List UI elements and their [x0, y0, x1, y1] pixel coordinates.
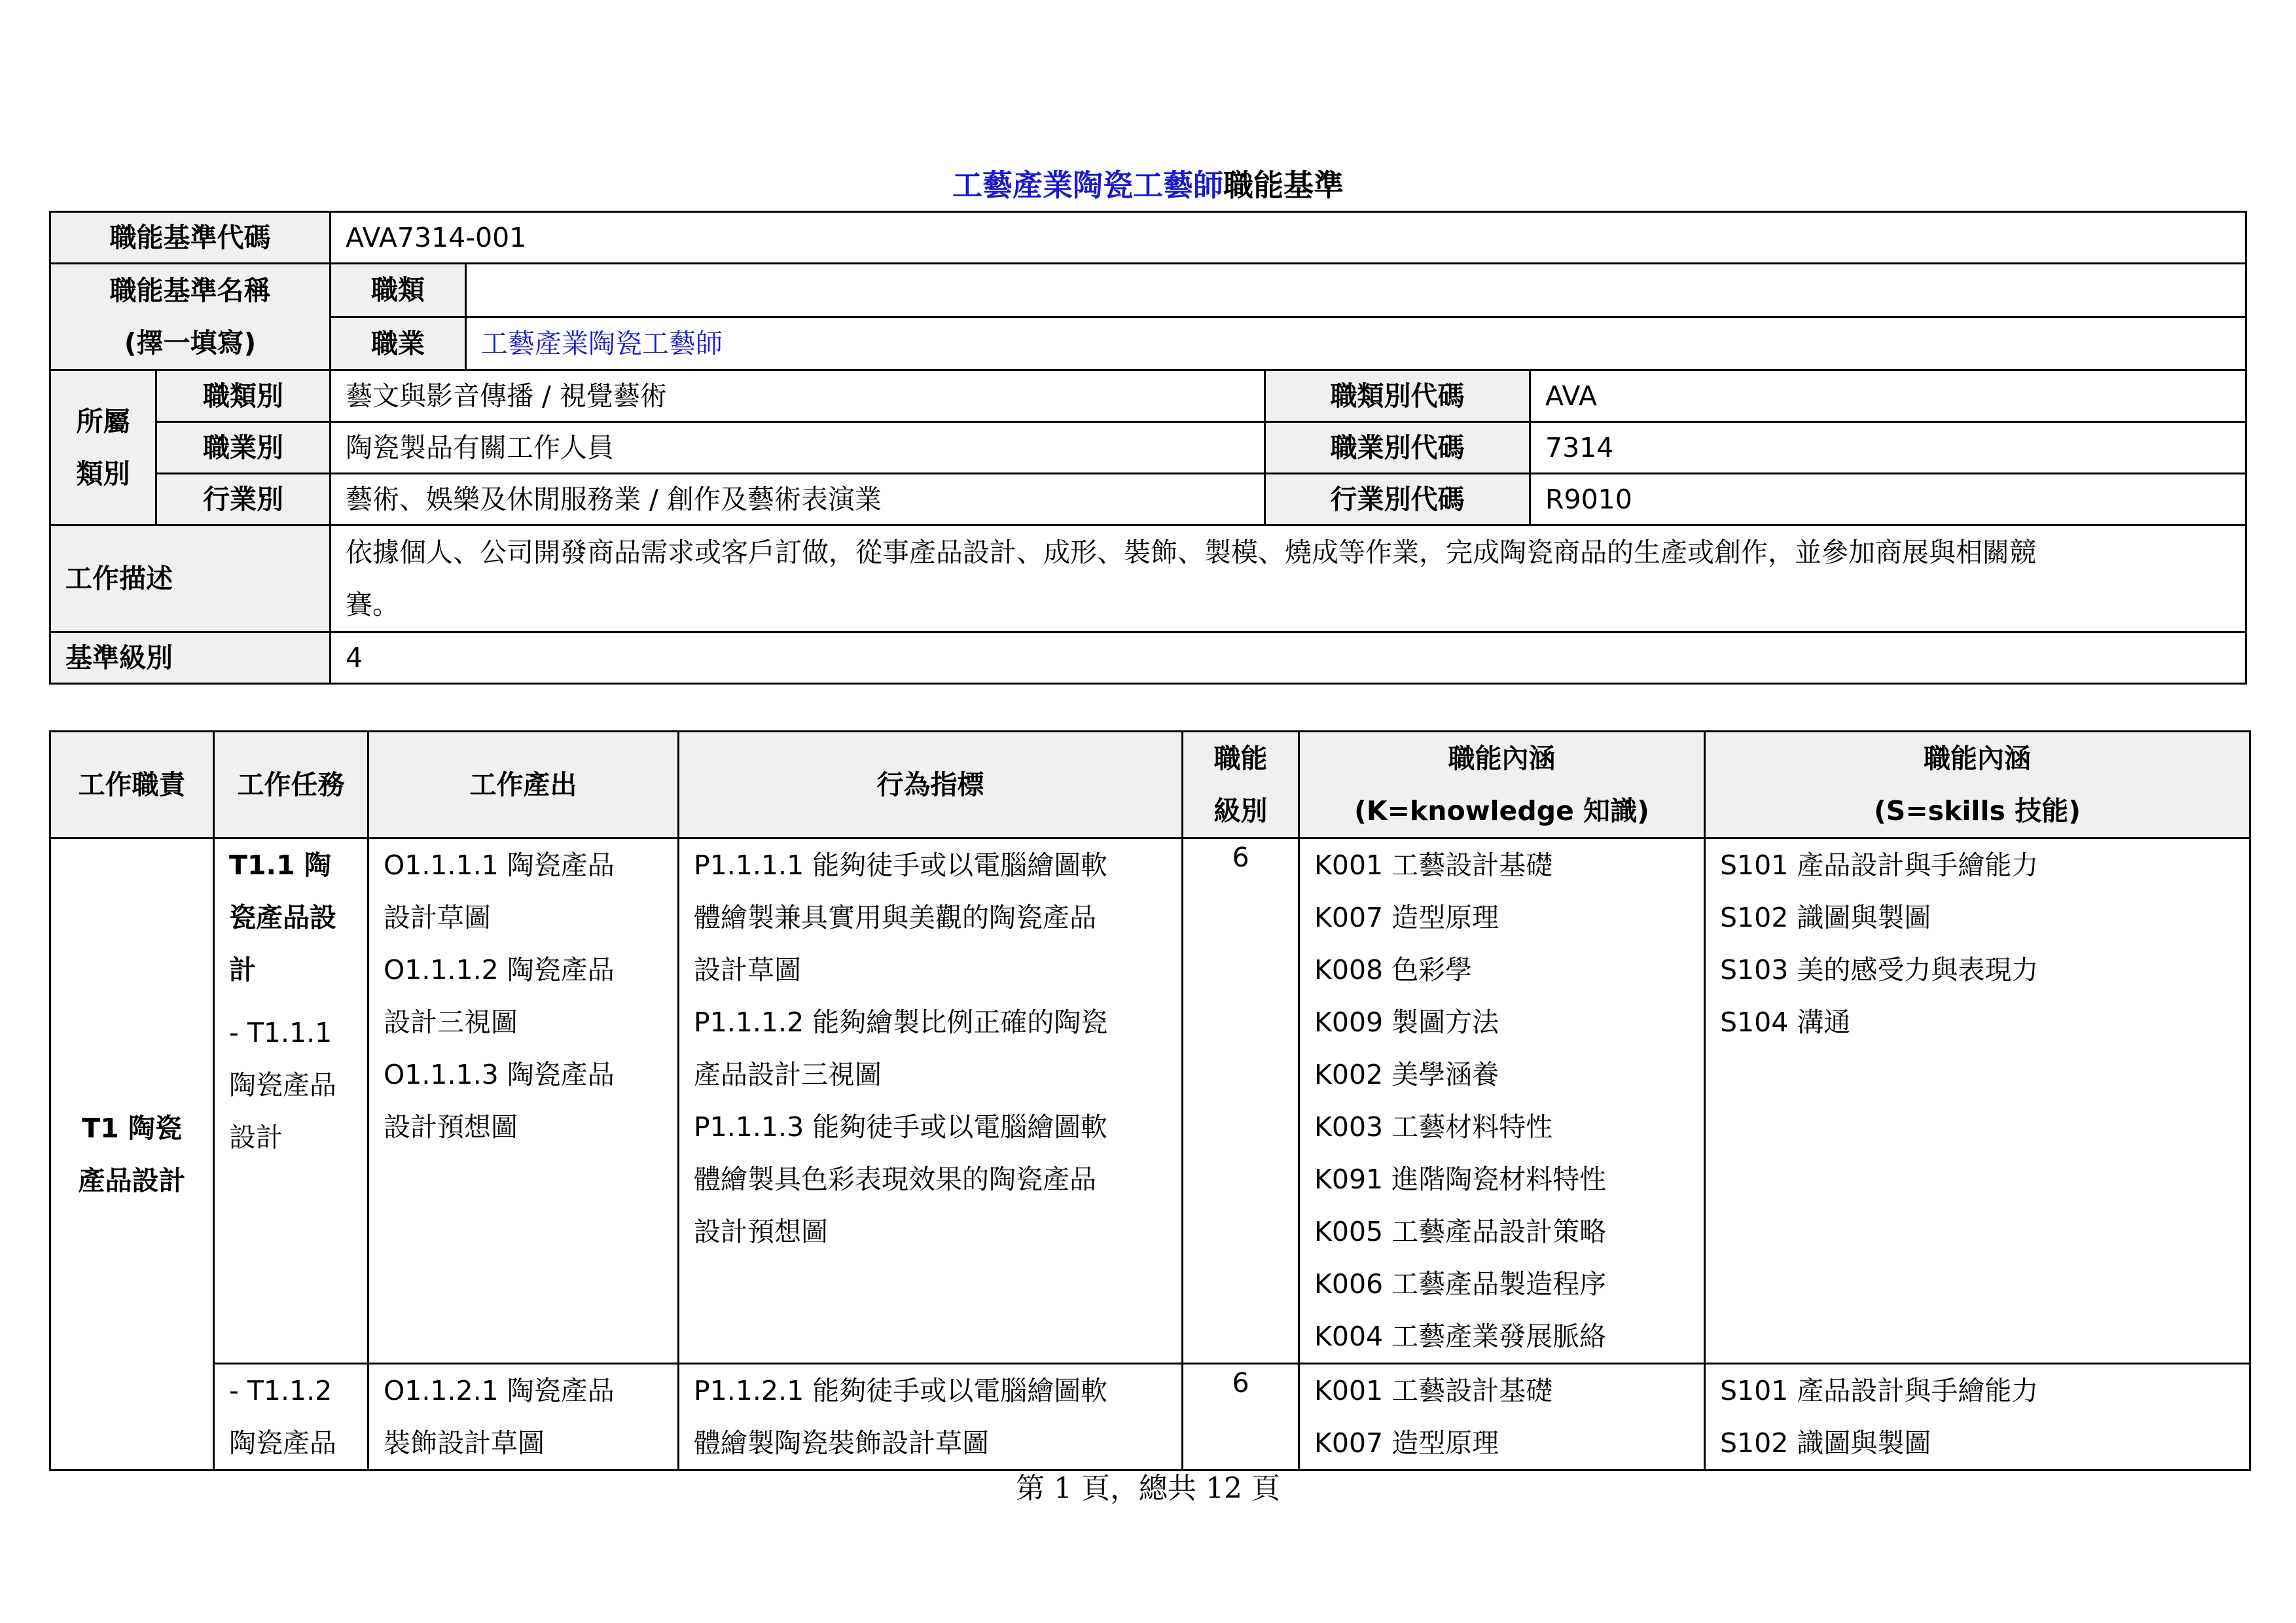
- knowledge-line: K006 工藝產品製造程序: [1314, 1268, 1607, 1300]
- work-desc-label: 工作描述: [50, 526, 331, 632]
- indicator-line: 設計草圖: [694, 954, 801, 986]
- industry-value: 藝術、娛樂及休閒服務業 / 創作及藝術表演業: [331, 474, 1265, 526]
- task-line: - T1.1.2: [229, 1375, 332, 1406]
- knowledge-line: K008 色彩學: [1314, 954, 1473, 986]
- belongs-label-line1: 所屬: [76, 406, 130, 437]
- occupation-type-label: 職業別: [156, 422, 331, 474]
- industry-code-value: R9010: [1530, 474, 2246, 526]
- output-cell: [368, 1364, 679, 1471]
- knowledge-cell: [1299, 838, 1705, 1364]
- title-occupation: 工藝產業陶瓷工藝師: [952, 168, 1223, 203]
- knowledge-line: K002 美學涵養: [1314, 1059, 1499, 1090]
- header-skills-line1: 職能內涵: [1924, 743, 2031, 774]
- occupation-label: 職業: [331, 317, 466, 370]
- title-suffix: 職能基準: [1223, 168, 1344, 203]
- header-knowledge-line1: 職能內涵: [1448, 743, 1556, 774]
- header-output: 工作產出: [368, 732, 679, 838]
- knowledge-line: K004 工藝產業發展脈絡: [1314, 1321, 1607, 1352]
- page-title: [0, 162, 2296, 208]
- skills-line: S102 識圖與製圖: [1720, 902, 1931, 933]
- industry-label: 行業別: [156, 474, 331, 526]
- output-line: O1.1.1.1 陶瓷產品: [384, 849, 615, 881]
- occupation-type-value: 陶瓷製品有關工作人員: [331, 422, 1265, 474]
- knowledge-line: K007 造型原理: [1314, 1427, 1499, 1459]
- task-line: - T1.1.1: [229, 1017, 332, 1048]
- name-label: [50, 264, 331, 370]
- output-line: O1.1.1.2 陶瓷產品: [384, 954, 615, 986]
- output-line: 設計預想圖: [384, 1111, 518, 1143]
- competency-table: [49, 730, 2251, 1471]
- industry-code-label: 行業別代碼: [1265, 474, 1530, 526]
- job-type-label: 職類別: [156, 370, 331, 422]
- output-line: 設計三視圖: [384, 1007, 518, 1038]
- indicator-line: P1.1.2.1 能夠徒手或以電腦繪圖軟: [694, 1375, 1108, 1406]
- knowledge-line: K007 造型原理: [1314, 902, 1499, 933]
- skills-line: S103 美的感受力與表現力: [1720, 954, 2039, 986]
- output-line: O1.1.1.3 陶瓷產品: [384, 1059, 615, 1090]
- name-label-line2: (擇一填寫): [124, 327, 257, 359]
- output-cell: [368, 838, 679, 1364]
- output-line: 設計草圖: [384, 902, 491, 933]
- knowledge-line: K091 進階陶瓷材料特性: [1314, 1164, 1607, 1195]
- header-indicator: 行為指標: [679, 732, 1183, 838]
- level-cell: 6: [1183, 838, 1299, 1364]
- work-desc-line2: 賽。: [346, 589, 399, 620]
- category-value: [466, 264, 2246, 317]
- skills-line: S102 識圖與製圖: [1720, 1427, 1931, 1459]
- indicator-line: P1.1.1.3 能夠徒手或以電腦繪圖軟: [694, 1111, 1108, 1143]
- header-skills-line2: (S=skills 技能): [1874, 795, 2081, 827]
- header-task: 工作任務: [214, 732, 368, 838]
- knowledge-line: K001 工藝設計基礎: [1314, 849, 1553, 881]
- task-cell: [214, 1364, 368, 1471]
- header-skills: [1705, 732, 2250, 838]
- output-line: O1.1.2.1 陶瓷產品: [384, 1375, 615, 1406]
- indicator-line: 設計預想圖: [694, 1216, 828, 1247]
- occupation-value: 工藝產業陶瓷工藝師: [466, 317, 2246, 370]
- skills-line: S101 產品設計與手繪能力: [1720, 849, 2039, 881]
- skills-line: S104 溝通: [1720, 1007, 1851, 1038]
- knowledge-line: K009 製圖方法: [1314, 1007, 1499, 1038]
- task-line: 陶瓷產品: [229, 1069, 336, 1101]
- header-knowledge: [1299, 732, 1705, 838]
- occupation-type-code-value: 7314: [1530, 422, 2246, 474]
- knowledge-cell: [1299, 1364, 1705, 1471]
- indicator-line: P1.1.1.1 能夠徒手或以電腦繪圖軟: [694, 849, 1108, 881]
- skills-line: S101 產品設計與手繪能力: [1720, 1375, 2039, 1406]
- level-label: 基準級別: [50, 632, 331, 684]
- job-type-code-label: 職類別代碼: [1265, 370, 1530, 422]
- skills-cell: [1705, 1364, 2250, 1471]
- work-desc-value: [331, 526, 2246, 632]
- job-type-value: 藝文與影音傳播 / 視覺藝術: [331, 370, 1265, 422]
- header-level-line2: 級別: [1213, 795, 1268, 827]
- knowledge-line: K005 工藝產品設計策略: [1314, 1216, 1607, 1247]
- occupation-type-code-label: 職業別代碼: [1265, 422, 1530, 474]
- name-label-line1: 職能基準名稱: [109, 275, 271, 306]
- header-level-line1: 職能: [1213, 743, 1268, 774]
- header-level: [1183, 732, 1299, 838]
- indicator-cell: [679, 838, 1183, 1364]
- level-value: 4: [331, 632, 2246, 684]
- task-line: 計: [229, 954, 256, 986]
- indicator-line: 體繪製兼具實用與美觀的陶瓷產品: [694, 902, 1096, 933]
- task-line: 瓷產品設: [229, 902, 336, 933]
- info-table: [49, 211, 2247, 685]
- header-knowledge-line2: (K=knowledge 知識): [1354, 795, 1649, 827]
- task-line: 陶瓷產品: [229, 1427, 336, 1459]
- indicator-line: 產品設計三視圖: [694, 1059, 882, 1090]
- task-cell: [214, 838, 368, 1364]
- output-line: 裝飾設計草圖: [384, 1427, 545, 1459]
- job-type-code-value: AVA: [1530, 370, 2246, 422]
- indicator-line: 體繪製具色彩表現效果的陶瓷產品: [694, 1164, 1096, 1195]
- knowledge-line: K003 工藝材料特性: [1314, 1111, 1553, 1143]
- skills-cell: [1705, 838, 2250, 1364]
- belongs-label-line2: 類別: [76, 458, 130, 490]
- indicator-cell: [679, 1364, 1183, 1471]
- task-line: 設計: [229, 1122, 283, 1153]
- duty-line2: 產品設計: [78, 1164, 186, 1196]
- knowledge-line: K001 工藝設計基礎: [1314, 1375, 1553, 1406]
- task-line: [229, 996, 353, 1007]
- duty-cell: [50, 838, 214, 1471]
- code-value: AVA7314-001: [331, 212, 2246, 264]
- code-label: 職能基準代碼: [50, 212, 331, 264]
- category-label: 職類: [331, 264, 466, 317]
- duty-line1: T1 陶瓷: [82, 1112, 182, 1144]
- level-cell: 6: [1183, 1364, 1299, 1471]
- header-duty: 工作職責: [50, 732, 214, 838]
- belongs-label: [50, 370, 156, 526]
- indicator-line: 體繪製陶瓷裝飾設計草圖: [694, 1427, 989, 1459]
- page-footer: 第 1 頁，總共 12 頁: [1016, 1472, 1280, 1505]
- indicator-line: P1.1.1.2 能夠繪製比例正確的陶瓷: [694, 1007, 1108, 1038]
- task-line: T1.1 陶: [229, 849, 331, 881]
- work-desc-line1: 依據個人、公司開發商品需求或客戶訂做，從事產品設計、成形、裝飾、製模、燒成等作業，完成陶瓷商品的生產或創作，並參加商展與相關競: [346, 537, 2036, 568]
